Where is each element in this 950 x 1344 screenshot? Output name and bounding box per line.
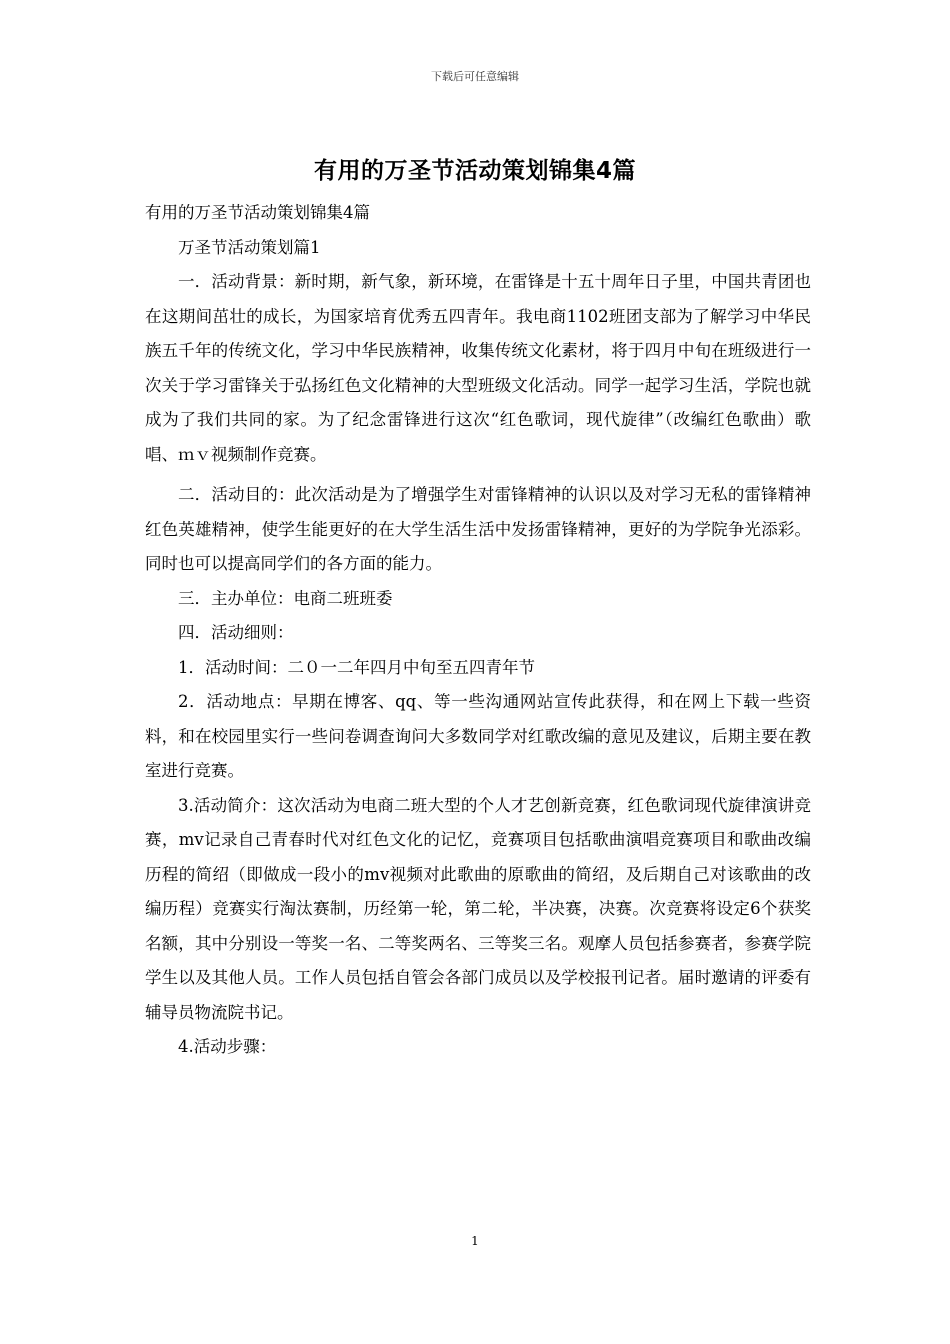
- document-body: [145, 196, 811, 1065]
- paragraph-introduction: 3.活动简介：这次活动为电商二班大型的个人才艺创新竞赛，红色歌词现代旋律演讲竞赛，mv记录自己青春时代对红色文化的记忆，竞赛项目包括歌曲演唱竞赛项目和歌曲改编历程的简绍（即做成一段小的mv视频对此歌曲的原歌曲的简绍，及后期自己对该歌曲的改编历程）竞赛实行淘汰赛制，历经第一轮，第二轮，半决赛，决赛。次竞赛将设定6个获奖名额，其中分别设一等奖一名、二等奖两名、三等奖三名。观摩人员包括参赛者，参赛学院学生以及其他人员。工作人员包括自管会各部门成员以及学校报刊记者。届时邀请的评委有辅导员物流院书记。: [145, 795, 811, 1022]
- page-header: 下载后可任意编辑: [431, 70, 519, 83]
- section-heading: 万圣节活动策划篇1: [178, 237, 321, 257]
- paragraph-location: 2．活动地点：早期在博客、qq、等一些沟通网站宣传此获得，和在网上下载一些资料，和在校园里实行一些问卷调查询问大多数同学对红歌改编的意见及建议，后期主要在教室进行竞赛。: [145, 692, 811, 780]
- paragraph-purpose: 二．活动目的：此次活动是为了增强学生对雷锋精神的认识以及对学习无私的雷锋精神红色英雄精神，使学生能更好的在大学生活生活中发扬雷锋精神，更好的为学院争光添彩。同时也可以提高同学们的各方面的能力。: [145, 485, 811, 573]
- document-title: 有用的万圣节活动策划锦集4篇: [313, 158, 636, 184]
- paragraph-rules-heading: 四．活动细则：: [178, 623, 294, 642]
- body-subtitle: 有用的万圣节活动策划锦集4篇: [145, 203, 370, 222]
- paragraph-organizer: 三．主办单位：电商二班班委: [178, 588, 393, 608]
- page-number: 1: [471, 1234, 479, 1248]
- paragraph-background: 一．活动背景：新时期，新气象，新环境，在雷锋是十五十周年日子里，中国共青团也在这期间茁壮的成长，为国家培育优秀五四青年。我电商1102班团支部为了解学习中华民族五千年的传统文化，学习中华民族精神，收集传统文化素材，将于四月中旬在班级进行一次关于学习雷锋关于弘扬红色文化精神的大型班级文化活动。同学一起学习生活，学院也就成为了我们共同的家。为了纪念雷锋进行这次“红色歌词，现代旋律”（改编红色歌曲）歌唱、ｍｖ视频制作竞赛。: [145, 272, 811, 464]
- paragraph-steps: 4.活动步骤：: [178, 1037, 277, 1056]
- paragraph-time: 1．活动时间：二０一二年四月中旬至五四青年节: [178, 657, 535, 677]
